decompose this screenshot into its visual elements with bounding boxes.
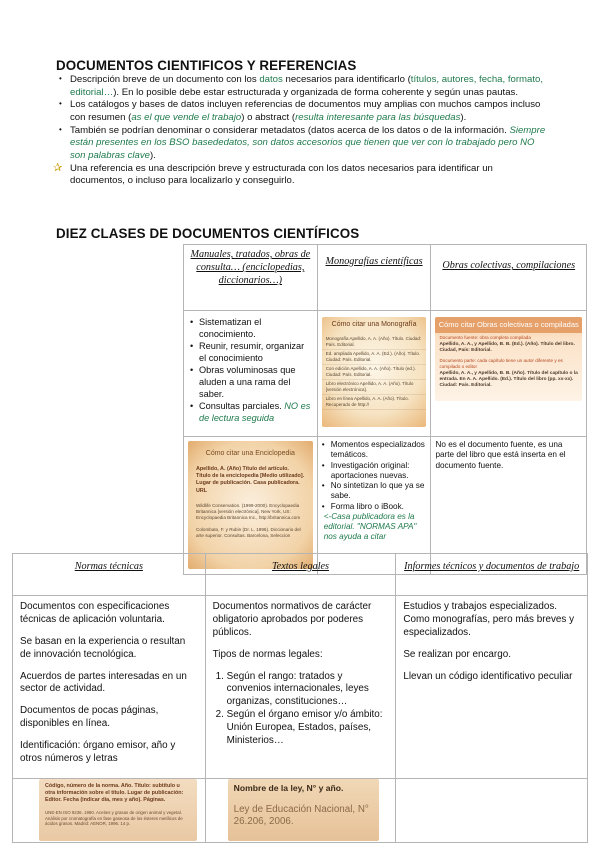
thumb-title: Cómo citar una Monografía <box>331 321 417 328</box>
bullet-referencia-star <box>56 163 548 188</box>
apa-note: <-Casa publicadora es la editorial. "NORMAS APA" nos ayuda a citar <box>323 511 417 542</box>
manuales-list <box>190 317 311 425</box>
cell-textos-legales <box>205 596 396 779</box>
thumb-example: Colombato, F. y Rubin (Dr. L. 1996). Diccionario del arte superior. Consultas. Barcelona, Seleccion <box>196 526 301 538</box>
paragraph: Se realizan por encargo. <box>403 648 511 660</box>
text: Descripción breve de un documento con los <box>70 74 260 85</box>
cell-colectivas-image <box>431 311 587 437</box>
header-normas-tecnicas: Normas técnicas <box>13 554 206 596</box>
thumb-example: Ley de Educación Nacional, N° 26.206, 2006. <box>233 804 369 828</box>
paragraph: Estudios y trabajos especializados. Como monografías, pero más breves y especializados. <box>403 601 575 638</box>
thumb-row: Con edición Apellido, A. A. (Año). Título (ed.). Ciudad: País. Editorial. <box>322 365 427 380</box>
cell-colectivas-text: No es el documento fuente, es una parte del libro que está inserta en el documento fuente. <box>431 437 587 575</box>
cell-manuales-list <box>184 311 318 437</box>
thumb-row: Ed. ampliada Apellido, A. A. (Ed.). (Año). Título. Ciudad: País. Editorial. <box>322 350 427 365</box>
thumb-row: Libro en línea Apellido, A. A. (Año). Título. Recuperado de http:// <box>322 395 427 410</box>
cell-norma-image <box>13 778 206 842</box>
cell-normas-tecnicas <box>13 596 206 779</box>
thumb-example: Wildlife Conservation. (1999-2000). Encyclopaedia Britannica [versión electrónica]. New York, US: Encyclopaedia Britannica Inc., http://britannica.com <box>196 502 301 520</box>
text: ). <box>460 111 467 123</box>
section-title-diez-clases: DIEZ CLASES DE DOCUMENTOS CIENTÍFICOS <box>56 226 360 241</box>
bullet-catalogos <box>56 99 548 124</box>
paragraph: Documentos con especificaciones técnicas de aplicación voluntaria. <box>20 601 170 625</box>
green-italic-text: as el que vende el trabajo <box>131 111 242 123</box>
paragraph: Acuerdos de partes interesadas en un sector de actividad. <box>20 670 187 695</box>
text: ). <box>150 149 156 161</box>
thumb-example: UNE-EN ISO 9236. 1990. Aceites y grasas de origen animal y vegetal. Análisis por cromatografía en fase gaseosa de los ésteres metílicos de ácidos grasos. Madrid: AENOR, 1996. 14 p. <box>45 809 183 827</box>
header-monografias: Monografías científicas <box>317 245 431 311</box>
clases-table <box>183 244 587 575</box>
list-item: • Momentos especializados temáticos. <box>322 440 427 461</box>
cell-monografia-image <box>317 311 431 437</box>
thumb-title: Nombre de la ley, N° y año. <box>233 782 344 793</box>
text: ) o abstract ( <box>241 111 296 123</box>
colectivas-citation-image <box>435 317 582 401</box>
normas-legales-list <box>227 671 389 748</box>
thumb-text: Código, número de la norma. Año. Título: subtítulo u otra información sobre el título. Lugar de publicación: Editor. Fecha (indicar día, mes y año). Páginas. <box>45 782 184 803</box>
section-title-documentos: DOCUMENTOS CIENTIFICOS Y REFERENCIAS <box>56 58 357 73</box>
bullet-descripcion <box>56 74 548 99</box>
text: ). En lo posible debe estar estructurada y organizada de forma coherente y según unas pautas. <box>113 86 518 98</box>
paragraph: Llevan un código identificativo peculiar <box>403 670 573 682</box>
enciclopedia-citation-image <box>188 441 313 569</box>
cell-informes-tecnicos <box>396 596 588 779</box>
norma-citation-image <box>39 779 197 841</box>
list-item <box>190 401 311 425</box>
text: Consultas parciales. <box>199 400 285 411</box>
header-informes-tecnicos: Informes técnicos y documentos de trabajo <box>396 554 588 596</box>
header-manuales: Manuales, tratados, obras de consulta… (enciclopedias, diccionarios…) <box>184 245 318 311</box>
cell-empty <box>396 778 588 842</box>
monografias-list <box>322 440 427 512</box>
green-italic-text: NO es de lectura seguida <box>199 400 311 423</box>
list-item: 2. Según el órgano emisor y/o ámbito: Unión Europea, Estados, países, Ministerios… <box>227 709 389 748</box>
list-item: • Reunir, resumir, organizar el conocimiento <box>190 341 311 365</box>
list-item: • Obras voluminosas que aluden a una rama del saber. <box>190 365 311 401</box>
thumb-row: Libro electrónico Apellido, A. A. (Año). Título [versión electrónica]. <box>322 380 427 395</box>
green-text: datos <box>259 74 283 85</box>
text: También se podrían denominar o considerar metadatos (datos acerca de los datos o de la información. <box>70 124 510 136</box>
list-item: • Investigación original: aportaciones nuevas. <box>322 461 427 482</box>
paragraph: Documentos de pocas páginas, disponibles en línea. <box>20 705 159 730</box>
green-italic-text: resulta interesante para las búsquedas <box>295 111 461 123</box>
thumb-row: Monografía Apellido, A. A. (Año). Título. Ciudad: País. Editorial. <box>322 335 427 350</box>
green-italic-text: Siempre están presentes en los BSO basededatos, son datos accesorios que tienen que ver con lo trabajado pero NO son palabras clave <box>70 124 546 161</box>
cell-ley-image <box>205 778 396 842</box>
monografia-citation-image <box>322 317 427 427</box>
bullet-metadatos <box>56 125 548 163</box>
paragraph: Documentos normativos de carácter obligatorio aprobados por poderes públicos. <box>212 601 372 638</box>
paragraph: Se basan en la experiencia o resultan de innovación tecnológica. <box>20 635 186 660</box>
thumb-title: Cómo citar Obras colectivas o compiladas <box>435 317 582 333</box>
text: Los catálogos y bases de datos incluyen referencias de documentos muy amplias con muchos campos incluso con resumen ( <box>70 99 541 123</box>
list-item: 1. Según el rango: tratados y convenios internacionales, leyes organizas, constituciones… <box>227 671 389 710</box>
header-obras-colectivas: Obras colectivas, compilaciones <box>431 245 587 311</box>
thumb-text: Apellido, A. A., y Apellido, B. B. (Año). Título del capítulo o la entrada. En A. A. Apellido. (Ed.). Título del libro (pp. xx-xx). Ciudad: País. Editorial. <box>439 370 578 389</box>
text: necesarios para identificarlo ( <box>282 74 411 85</box>
normas-table <box>12 553 588 843</box>
list-item: • Forma libro o iBook. <box>322 502 427 512</box>
thumb-subtitle: Documento fuente: obra completa compilada <box>439 334 531 340</box>
green-text: títulos, autores, fecha, formato, editorial… <box>70 74 544 98</box>
intro-bullet-list <box>56 74 548 188</box>
paragraph: Tipos de normas legales: <box>212 648 323 660</box>
thumb-subtitle: Documento parte: cada capítulo tiene un autor diferente y es compilado o editor <box>439 357 563 369</box>
text: Una referencia es una descripción breve y estructurada con los datos necesarios para identificar un documentos, o incluso para localizarlo y conseguirlo. <box>70 162 493 187</box>
thumb-title: Cómo citar una Enciclopedia <box>205 450 295 457</box>
list-item: • No sintetizan lo que ya se sabe. <box>322 481 427 502</box>
ley-citation-image <box>228 779 380 841</box>
paragraph: Identificación: órgano emisor, año y otros números y letras <box>20 740 176 764</box>
list-item: • Sistematizan el conocimiento. <box>190 317 311 341</box>
header-textos-legales: Textos legales <box>205 554 396 596</box>
thumb-text: Apellido, A. A., y Apellido, B. B. (Ed.). (Año). Título del libro. Ciudad, País: Editorial. <box>439 341 575 354</box>
thumb-text: Apellido, A. (Año) Título del artículo. Título de la enciclopedia [Medio utilizado]. Lugar de publicación. Casa publicadora. URL <box>196 466 305 494</box>
